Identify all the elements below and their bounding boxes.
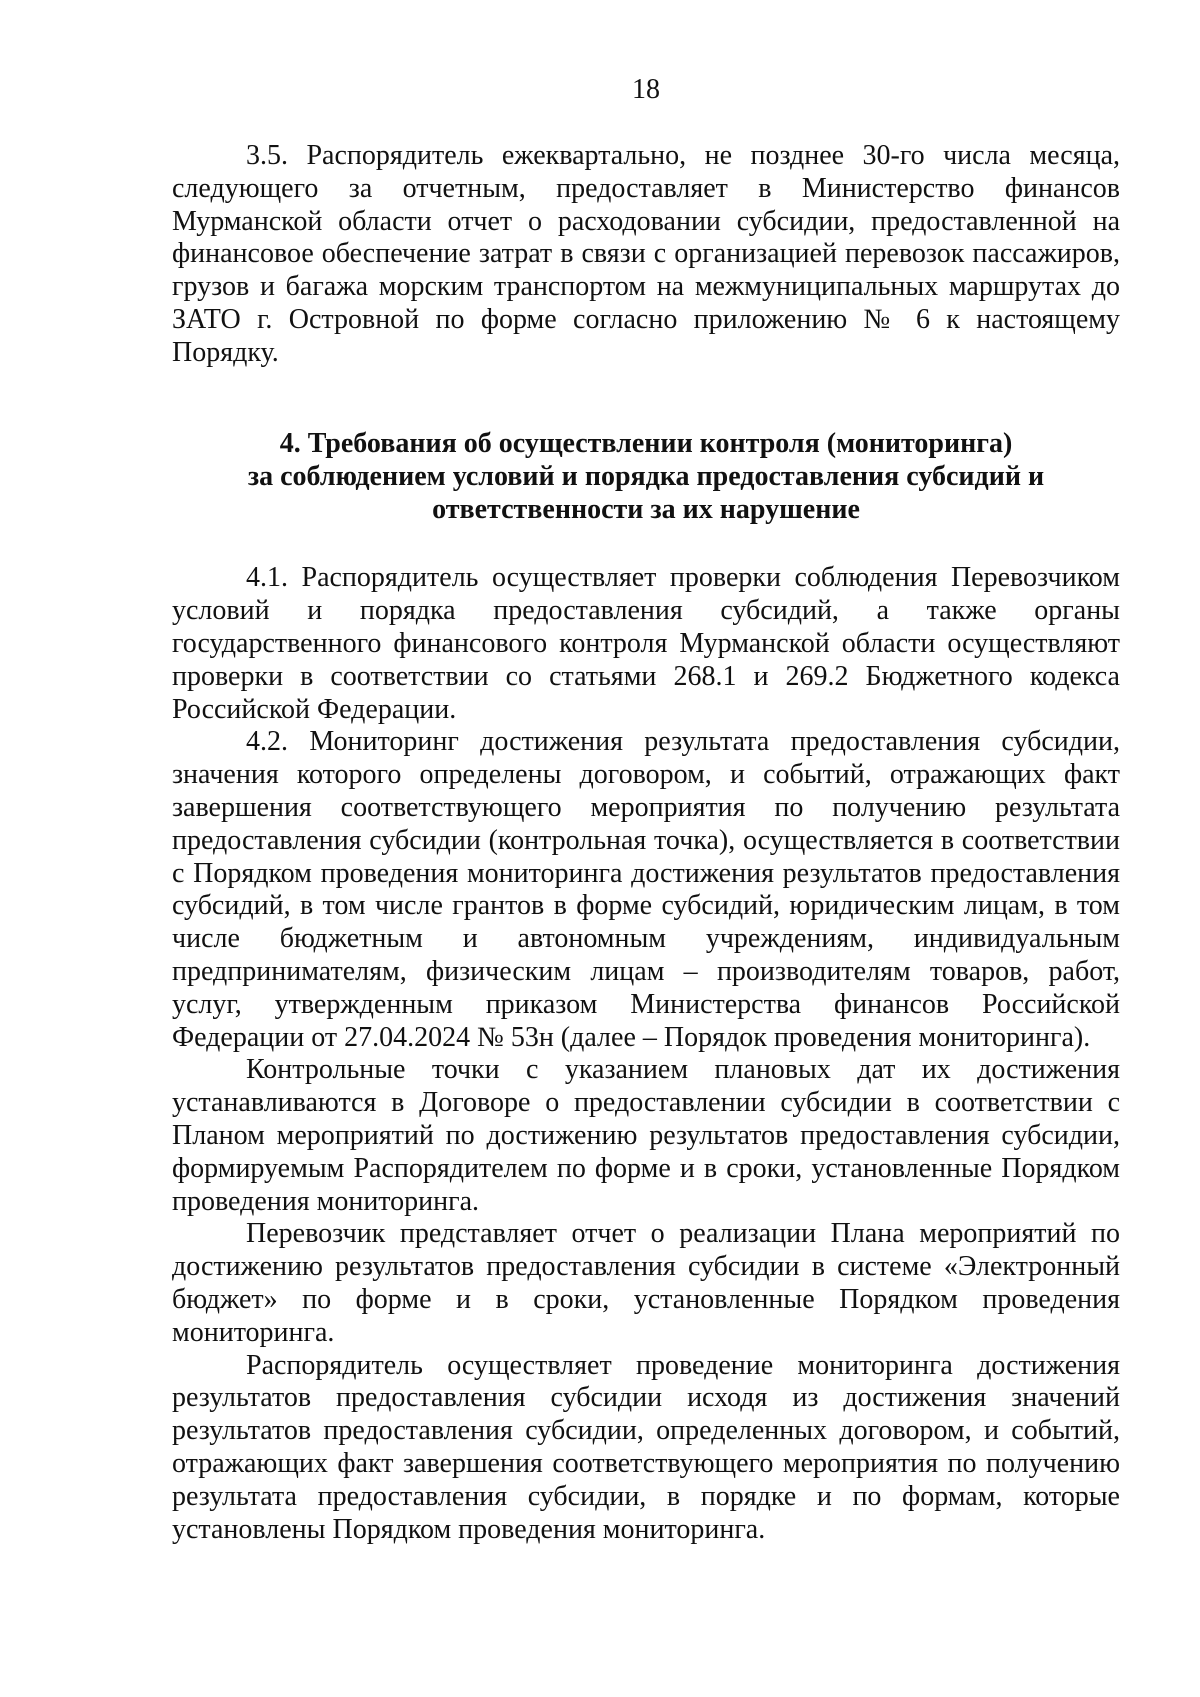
paragraph-3-5: 3.5. Распорядитель ежеквартально, не позднее 30-го числа месяца, следующего за отчетным, предоставляет в Министерство финансов Мурманской области отчет о расходовании субсидии, предоставленной на финансовое обеспечение затрат в связи с организацией перевозок пассажиров, грузов и багажа морским транспортом на межмуниципальных маршрутах до ЗАТО г. Островной по форме согласно приложению № 6 к настоящему Порядку. xyxy=(172,140,1120,368)
section-4-heading-line: ответственности за их нарушение xyxy=(432,493,860,525)
page-number: 18 xyxy=(632,74,660,105)
section-4-heading-line: за соблюдением условий и порядка предоставления субсидий и xyxy=(247,460,1045,492)
paragraph-4-1: 4.1. Распорядитель осуществляет проверки соблюдения Перевозчиком условий и порядка предоставления субсидий, а также органы государственного финансового контроля Мурманской области осуществляют проверки в соответствии со статьями 268.1 и 269.2 Бюджетного кодекса Российской Федерации. xyxy=(172,562,1120,725)
paragraph-monitoring: Распорядитель осуществляет проведение мониторинга достижения результатов предоставления субсидии исходя из достижения значений результатов предоставления субсидии, определенных договором, и событий, отражающих факт завершения соответствующего мероприятия по получению результата предоставления субсидии, в порядке и по формам, которые установлены Порядком проведения мониторинга. xyxy=(172,1349,1120,1545)
paragraph-carrier-report: Перевозчик представляет отчет о реализации Плана мероприятий по достижению результатов предоставления субсидии в системе «Электронный бюджет» по форме и в сроки, установленные Порядком проведения мониторинга. xyxy=(172,1218,1120,1348)
paragraph-4-2: 4.2. Мониторинг достижения результата предоставления субсидии, значения которого определены договором, и событий, отражающих факт завершения соответствующего мероприятия по получению результата предоставления субсидии (контрольная точка), осуществляется в соответствии с Порядком проведения мониторинга достижения результатов предоставления субсидий, в том числе грантов в форме субсидий, юридическим лицам, в том числе бюджетным и автономным учреждениям, индивидуальным предпринимателям, физическим лицам – производителям товаров, работ, услуг, утвержденным приказом Министерства финансов Российской Федерации от 27.04.2024 № 53н (далее – Порядок проведения мониторинга). xyxy=(172,726,1120,1053)
section-4 xyxy=(172,428,1120,1546)
paragraph-control-points: Контрольные точки с указанием плановых дат их достижения устанавливаются в Договоре о предоставлении субсидии в соответствии с Планом мероприятий по достижению результатов предоставления субсидии, формируемым Распорядителем по форме и в сроки, установленные Порядком проведения мониторинга. xyxy=(172,1054,1120,1217)
section-4-heading-line: 4. Требования об осуществлении контроля (мониторинга) xyxy=(279,428,1013,459)
section-4-heading xyxy=(172,428,1120,526)
section-3 xyxy=(172,140,1120,370)
